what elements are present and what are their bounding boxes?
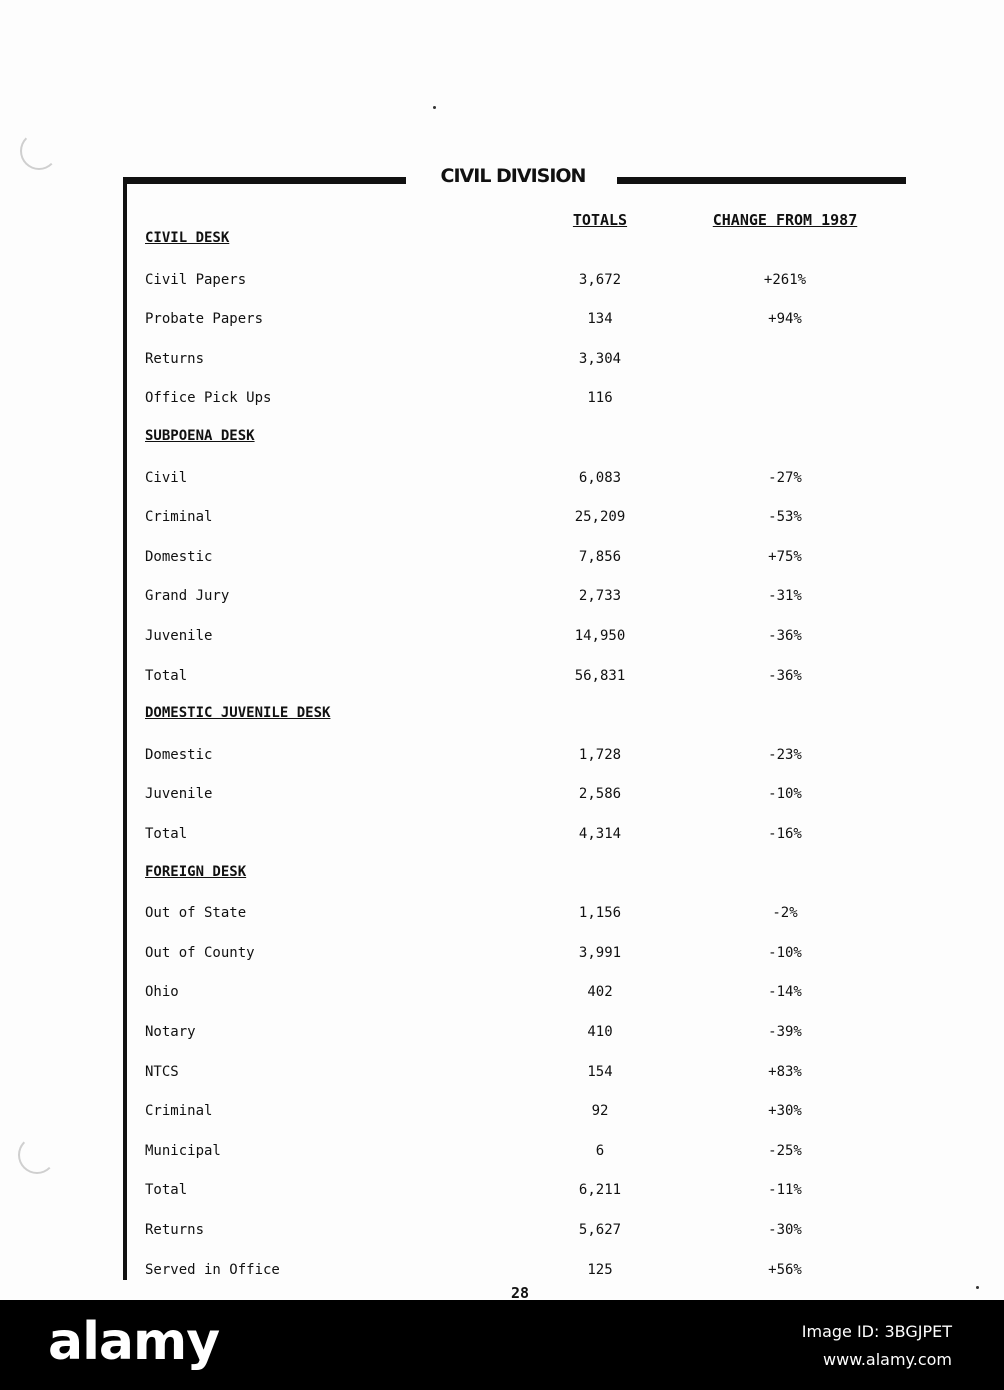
row-change: -36% (768, 668, 802, 684)
row-label: Total (145, 1182, 188, 1198)
footer-url: www.alamy.com (823, 1350, 952, 1369)
row-label: Juvenile (145, 628, 213, 644)
title-rule-left (123, 177, 406, 184)
row-label: Total (145, 668, 188, 684)
row-total: 56,831 (574, 668, 626, 684)
table-row (0, 1024, 1004, 1048)
row-total: 7,856 (578, 549, 622, 565)
title-rule-right (617, 177, 906, 184)
row-change: -10% (768, 786, 802, 802)
row-label: Civil Papers (145, 272, 247, 288)
row-change: -11% (768, 1182, 802, 1198)
section-heading: SUBPOENA DESK (145, 428, 255, 444)
table-row (0, 549, 1004, 573)
table-row (0, 945, 1004, 969)
table-row (0, 390, 1004, 414)
row-label: Juvenile (145, 786, 213, 802)
row-total: 402 (587, 984, 613, 1000)
section-heading: FOREIGN DESK (145, 864, 247, 880)
row-total: 2,586 (578, 786, 622, 802)
table-row (0, 747, 1004, 771)
row-change: -16% (768, 826, 802, 842)
page-number: 28 (510, 1284, 530, 1300)
table-row (0, 588, 1004, 612)
row-label: Out of State (145, 905, 247, 921)
row-change: +30% (768, 1103, 802, 1119)
row-change: -31% (768, 588, 802, 604)
row-change: -27% (768, 470, 802, 486)
row-total: 4,314 (578, 826, 622, 842)
table-row (0, 1103, 1004, 1127)
binder-hole-mark (20, 132, 58, 170)
row-label: NTCS (145, 1064, 179, 1080)
table-row (0, 272, 1004, 296)
row-label: Out of County (145, 945, 255, 961)
alamy-logo: alamy (48, 1312, 220, 1372)
row-total: 154 (587, 1064, 613, 1080)
row-total: 6 (595, 1143, 605, 1159)
column-header-totals: TOTALS (572, 211, 628, 229)
row-label: Civil (145, 470, 188, 486)
table-row (0, 628, 1004, 652)
table-row (0, 509, 1004, 533)
row-label: Served in Office (145, 1262, 280, 1278)
table-row (0, 668, 1004, 692)
row-total: 5,627 (578, 1222, 622, 1238)
row-change: -23% (768, 747, 802, 763)
table-row (0, 1222, 1004, 1246)
table-row (0, 351, 1004, 375)
row-label: Office Pick Ups (145, 390, 272, 406)
row-total: 410 (587, 1024, 613, 1040)
row-total: 25,209 (574, 509, 626, 525)
column-header-change: CHANGE FROM 1987 (712, 211, 858, 229)
row-change: +83% (768, 1064, 802, 1080)
row-total: 6,211 (578, 1182, 622, 1198)
table-row (0, 826, 1004, 850)
row-change: -39% (768, 1024, 802, 1040)
row-label: Grand Jury (145, 588, 230, 604)
row-change: +75% (768, 549, 802, 565)
row-total: 92 (591, 1103, 609, 1119)
row-label: Municipal (145, 1143, 221, 1159)
row-total: 116 (587, 390, 613, 406)
row-change: +261% (763, 272, 807, 288)
row-label: Notary (145, 1024, 196, 1040)
row-total: 3,304 (578, 351, 622, 367)
row-label: Returns (145, 1222, 205, 1238)
section-heading: CIVIL DESK (145, 230, 230, 246)
table-row (0, 470, 1004, 494)
table-row (0, 1182, 1004, 1206)
speck (433, 106, 436, 109)
row-change: +94% (768, 311, 802, 327)
row-change: +56% (768, 1262, 802, 1278)
row-total: 125 (587, 1262, 613, 1278)
table-row (0, 786, 1004, 810)
row-change: -10% (768, 945, 802, 961)
row-label: Total (145, 826, 188, 842)
table-row (0, 1143, 1004, 1167)
row-label: Probate Papers (145, 311, 264, 327)
table-row (0, 905, 1004, 929)
row-total: 3,672 (578, 272, 622, 288)
page-title: CIVIL DIVISION (440, 165, 586, 187)
row-total: 1,156 (578, 905, 622, 921)
section-heading: DOMESTIC JUVENILE DESK (145, 705, 331, 721)
row-label: Criminal (145, 1103, 213, 1119)
watermark-footer (0, 1300, 1004, 1390)
row-change: -25% (768, 1143, 802, 1159)
row-change: -30% (768, 1222, 802, 1238)
row-total: 134 (587, 311, 613, 327)
row-label: Domestic (145, 747, 213, 763)
row-change: -14% (768, 984, 802, 1000)
row-change: -2% (772, 905, 798, 921)
row-label: Criminal (145, 509, 213, 525)
image-id: Image ID: 3BGJPET (801, 1322, 952, 1341)
table-row (0, 1064, 1004, 1088)
row-change: -53% (768, 509, 802, 525)
row-label: Domestic (145, 549, 213, 565)
table-row (0, 984, 1004, 1008)
row-change: -36% (768, 628, 802, 644)
row-label: Ohio (145, 984, 179, 1000)
table-row (0, 1262, 1004, 1286)
row-total: 14,950 (574, 628, 626, 644)
row-total: 2,733 (578, 588, 622, 604)
row-total: 3,991 (578, 945, 622, 961)
row-total: 1,728 (578, 747, 622, 763)
row-label: Returns (145, 351, 205, 367)
table-row (0, 311, 1004, 335)
speck (976, 1286, 979, 1289)
row-total: 6,083 (578, 470, 622, 486)
